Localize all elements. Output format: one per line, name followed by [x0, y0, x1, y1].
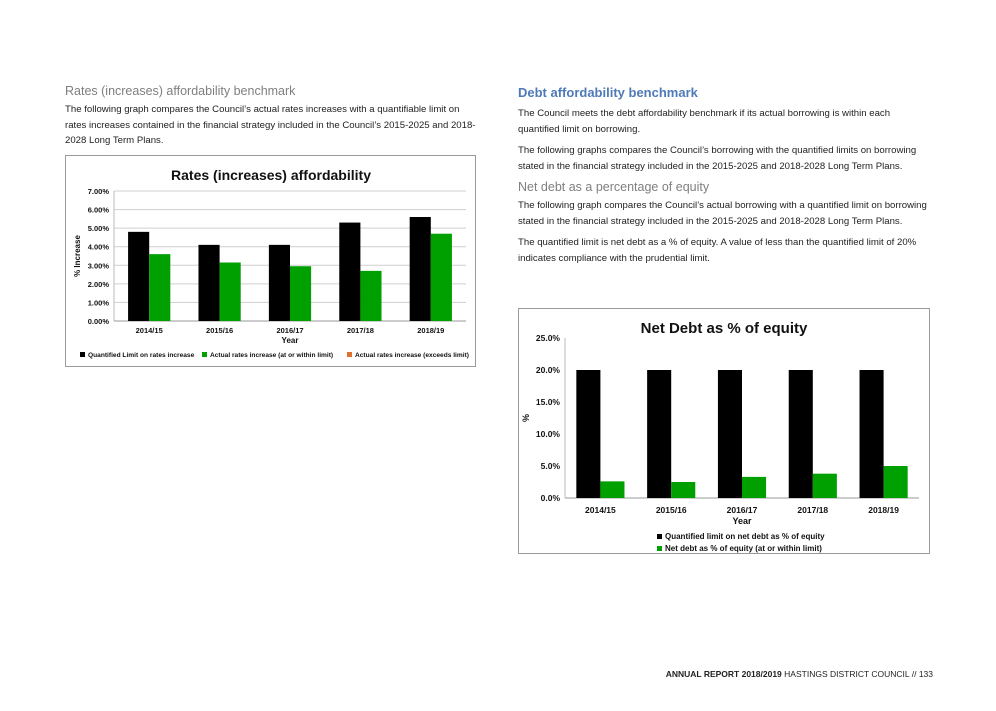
bar: [884, 466, 908, 498]
y-tick-label: 0.00%: [87, 317, 109, 326]
bar: [671, 482, 695, 498]
x-tick-label: 2014/15: [135, 326, 163, 335]
footer-council: HASTINGS DISTRICT COUNCIL: [784, 669, 910, 679]
x-tick-label: 2016/17: [726, 505, 758, 515]
y-tick-label: 5.00%: [87, 224, 109, 234]
footer-separator: //: [911, 669, 917, 679]
bar: [789, 370, 813, 498]
net-debt-paragraph-1: The following graph compares the Council’s actual borrowing with a quantified limit on borrowing stated in the financial strategy included in the 2015-2025 and 2018-2028 Long Term Plans.: [518, 200, 927, 227]
bar: [813, 474, 837, 498]
y-tick-label: 1.00%: [87, 298, 109, 308]
debt-benchmark-heading: Debt affordability benchmark: [518, 85, 698, 100]
net-debt-paragraph-2: The quantified limit is net debt as a % of equity. A value of less than the quantified limit of 20% indicates compliance with the prudential limit.: [518, 237, 917, 264]
chart-title: Rates (increases) affordability: [171, 167, 371, 183]
debt-benchmark-paragraph-2: The following graphs compares the Council’s borrowing with the quantified limits on borrowing stated in the financial strategy included in the 2015-2025 and 2018-2028 Long Term Plans.: [518, 145, 917, 172]
y-tick-label: 10.0%: [535, 429, 560, 439]
legend-label: Actual rates increase (at or within limit): [210, 352, 334, 359]
bar: [742, 477, 766, 498]
bar: [647, 370, 671, 498]
y-tick-label: 2.00%: [87, 279, 109, 289]
page-footer: [666, 669, 933, 679]
y-tick-label: 6.00%: [87, 205, 109, 215]
bar: [860, 370, 884, 498]
net-debt-chart: [518, 308, 930, 554]
x-tick-label: 2017/18: [346, 326, 374, 335]
x-tick-label: 2015/16: [206, 326, 234, 335]
x-axis-label: Year: [281, 336, 299, 345]
net-debt-chart-svg: [519, 309, 929, 553]
footer-report-title: ANNUAL REPORT 2018/2019: [665, 669, 782, 679]
bar: [290, 266, 311, 321]
bar: [576, 370, 600, 498]
bar: [360, 271, 381, 321]
x-tick-label: 2017/18: [797, 505, 829, 515]
legend-swatch: [80, 352, 85, 357]
y-tick-label: 5.0%: [540, 461, 560, 471]
y-tick-label: 25.0%: [535, 333, 560, 343]
y-tick-label: 7.00%: [87, 187, 109, 196]
left-column: [65, 84, 480, 155]
y-tick-label: 4.00%: [87, 242, 109, 252]
bar: [339, 223, 360, 321]
chart-title: Net Debt as % of equity: [640, 320, 808, 337]
y-tick-label: 3.00%: [87, 261, 109, 271]
bar: [220, 263, 241, 322]
y-axis-label: %: [521, 413, 531, 423]
y-axis-label: % Increase: [73, 235, 82, 277]
x-tick-label: 2018/19: [417, 326, 445, 335]
legend-label: Quantified limit on net debt as % of equity: [665, 532, 825, 541]
bar: [198, 245, 219, 321]
right-column: [518, 84, 932, 272]
rates-benchmark-heading: Rates (increases) affordability benchmark: [65, 84, 296, 98]
bar: [431, 234, 452, 321]
y-tick-label: 20.0%: [535, 365, 560, 375]
footer-page-number: 133: [918, 669, 933, 679]
x-tick-label: 2018/19: [868, 505, 899, 515]
bar: [128, 232, 149, 321]
x-axis-label: Year: [732, 516, 752, 526]
legend-label: Net debt as % of equity (at or within limit): [665, 544, 822, 553]
bar: [410, 217, 431, 321]
x-tick-label: 2014/15: [585, 505, 616, 515]
rates-chart: [65, 155, 476, 367]
rates-benchmark-paragraph: The following graph compares the Council’s actual rates increases with a quantifiable limit on rates increases contained in the financial strategy included in the Council’s 2015-2025 and 2018-2028 Long Term Plans.: [65, 104, 476, 146]
net-debt-subheading: Net debt as a percentage of equity: [518, 180, 710, 194]
legend-swatch: [657, 534, 662, 539]
debt-benchmark-paragraph-1: The Council meets the debt affordability benchmark if its actual borrowing is within each quantified limit on borrowing.: [518, 108, 891, 135]
legend-label: Actual rates increase (exceeds limit): [355, 352, 469, 359]
bar: [600, 481, 624, 498]
x-tick-label: 2016/17: [276, 326, 304, 335]
bar: [269, 245, 290, 321]
y-tick-label: 0.0%: [540, 493, 560, 503]
x-tick-label: 2015/16: [655, 505, 687, 515]
bar: [718, 370, 742, 498]
bar: [149, 254, 170, 321]
legend-label: Quantified Limit on rates increase: [88, 352, 195, 359]
y-tick-label: 15.0%: [535, 397, 560, 407]
legend-swatch: [657, 546, 662, 551]
rates-chart-svg: [66, 156, 475, 366]
legend-swatch: [347, 352, 352, 357]
legend-swatch: [202, 352, 207, 357]
